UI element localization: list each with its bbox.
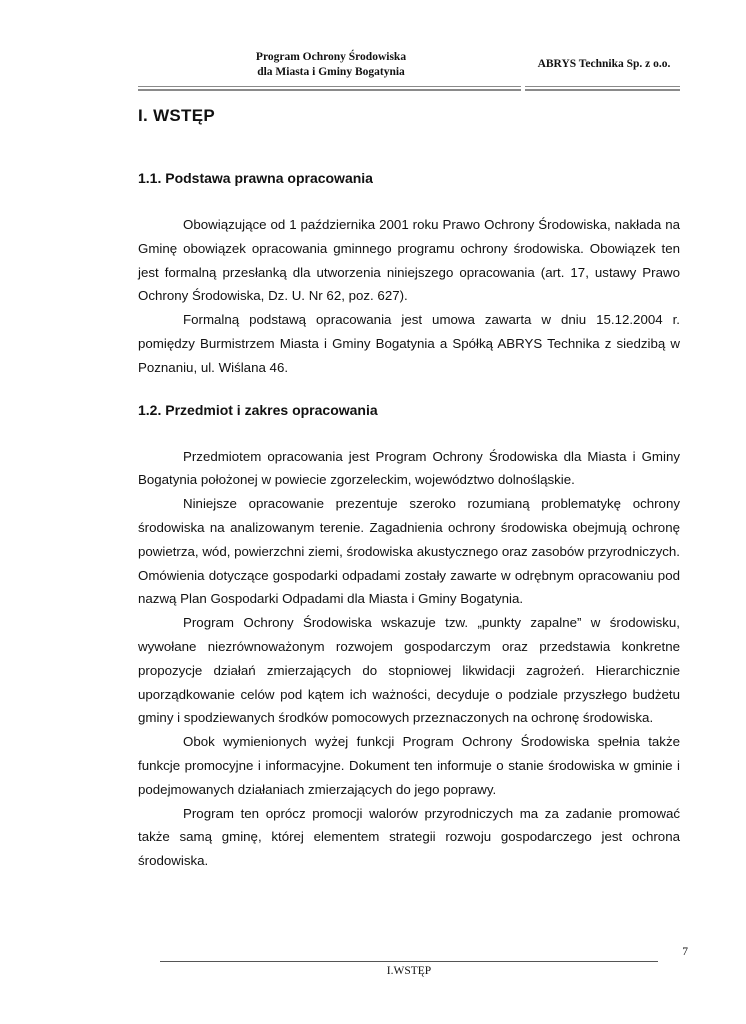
section-heading-1-1: 1.1. Podstawa prawna opracowania <box>138 170 373 186</box>
paragraph: Formalną podstawą opracowania jest umowa zawarta w dniu 15.12.2004 r. pomiędzy Burmistrzem Miasta i Gminy Bogatynia a Spółką ABRYS Technika z siedzibą w Poznaniu, ul. Wiślana 46. <box>138 312 680 375</box>
page-number: 7 <box>682 946 688 958</box>
paragraph: Program ten oprócz promocji walorów przyrodniczych ma za zadanie promować także samą gminę, której elementem strategii rozwoju gospodarczego jest ochrona środowiska. <box>138 805 680 869</box>
header-rule <box>138 86 680 87</box>
header-company: ABRYS Technika Sp. z o.o. <box>537 58 671 70</box>
paragraph: Przedmiotem opracowania jest Program Ochrony Środowiska dla Miasta i Gminy Bogatynia położonej w powiecie zgorzeleckim, województwo dolnośląskie. <box>138 448 680 488</box>
chapter-title: I. WSTĘP <box>138 106 216 125</box>
footer-rule <box>160 961 658 962</box>
paragraph: Obowiązujące od 1 października 2001 roku Prawo Ochrony Środowiska, nakłada na Gminę obowiązek opracowania gminnego programu ochrony środowiska. Obowiązek ten jest formalną przesłanką dla utworzenia niniejszego opracowania (art. 17, ustawy Prawo Ochrony Środowiska, Dz. U. Nr 62, poz. 627). <box>138 217 680 304</box>
paragraph: Program Ochrony Środowiska wskazuje tzw. „punkty zapalne” w środowisku, wywołane niezrównoważonym rozwojem gospodarczym oraz przedstawia konkretne propozycje działań zmierzających do stopniowej likwidacji zagrożeń. Hierarchicznie uporządkowanie celów pod kątem ich ważności, decyduje o podziale przyszłego budżetu gminy i spodziewanych środków pomocowych przeznaczonych na ochronę środowiska. <box>138 615 680 726</box>
header-document-title <box>200 50 462 80</box>
header-rule-gap <box>521 85 525 92</box>
header-title-line2: dla Miasta i Gminy Bogatynia <box>257 66 405 78</box>
page-header <box>0 0 746 100</box>
paragraph: Obok wymienionych wyżej funkcji Program Ochrony Środowiska spełnia także funkcje promocyjne i informacyjne. Dokument ten informuje o stanie środowiska w gminie i podejmowanych działaniach zmierzających do jego poprawy. <box>138 734 680 797</box>
page-body <box>138 106 680 873</box>
paragraph: Niniejsze opracowanie prezentuje szeroko rozumianą problematykę ochrony środowiska na analizowanym terenie. Zagadnienia ochrony środowiska obejmują ochronę powietrza, wód, powierzchni ziemi, środowiska akustycznego oraz zasobów przyrodniczych. Omówienia dotyczące gospodarki odpadami zostały zawarte w odrębnym opracowaniu pod nazwą Plan Gospodarki Odpadami dla Miasta i Gminy Bogatynia. <box>138 496 680 607</box>
footer-chapter-label: I.WSTĘP <box>386 965 432 977</box>
header-rule-thick <box>138 89 680 91</box>
section-heading-1-2: 1.2. Przedmiot i zakres opracowania <box>138 401 378 418</box>
header-title-line1: Program Ochrony Środowiska <box>255 51 407 63</box>
